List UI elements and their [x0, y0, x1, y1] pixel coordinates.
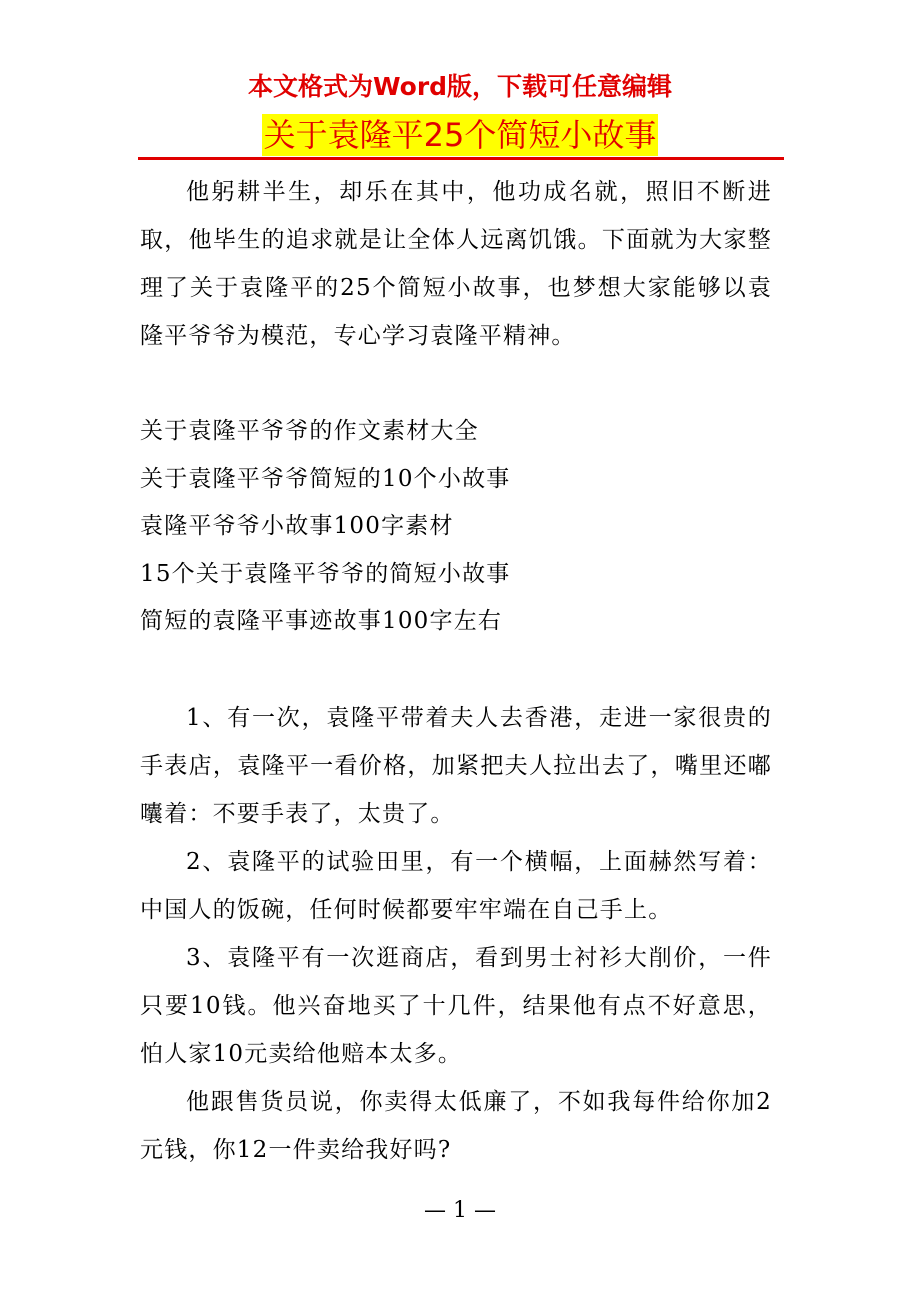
related-link[interactable]: 15个关于袁隆平爷爷的简短小故事: [140, 560, 511, 587]
document-title: 关于袁隆平25个简短小故事: [263, 116, 657, 154]
story-paragraph: 3、袁隆平有一次逛商店，看到男士衬衫大削价，一件只要10钱。他兴奋地买了十几件，结果他有点不好意思，怕人家10元卖给他赔本太多。: [140, 944, 772, 1067]
spacer: [140, 360, 772, 408]
spacer: [140, 646, 772, 694]
story-paragraph: 1、有一次，袁隆平带着夫人去香港，走进一家很贵的手表店，袁隆平一看价格，加紧把夫人拉出去了，嘴里还嘟囔着：不要手表了，太贵了。: [140, 704, 772, 827]
related-link[interactable]: 简短的袁隆平事迹故事100字左右: [140, 608, 503, 634]
format-notice: 本文格式为Word版，下载可任意编辑: [247, 72, 673, 101]
story-paragraph: 他跟售货员说，你卖得太低廉了，不如我每件给你加2元钱，你12一件卖给我好吗?: [140, 1088, 772, 1163]
title-wrap: [0, 114, 920, 156]
page-number: — 1 —: [424, 1198, 496, 1223]
related-link[interactable]: 关于袁隆平爷爷的作文素材大全: [140, 418, 479, 444]
story-paragraph: 2、袁隆平的试验田里，有一个横幅，上面赫然写着：中国人的饭碗，任何时候都要牢牢端在自己手上。: [140, 848, 772, 923]
title-divider: [138, 157, 784, 160]
intro-paragraph: 他躬耕半生，却乐在其中，他功成名就，照旧不断进取，他毕生的追求就是让全体人远离饥饿。下面就为大家整理了关于袁隆平的25个简短小故事，也梦想大家能够以袁隆平爷爷为模范，专心学习袁隆平精神。: [140, 179, 772, 349]
related-link[interactable]: 关于袁隆平爷爷简短的10个小故事: [140, 465, 511, 492]
related-link[interactable]: 袁隆平爷爷小故事100字素材: [140, 513, 454, 539]
document-body: [140, 168, 772, 1174]
